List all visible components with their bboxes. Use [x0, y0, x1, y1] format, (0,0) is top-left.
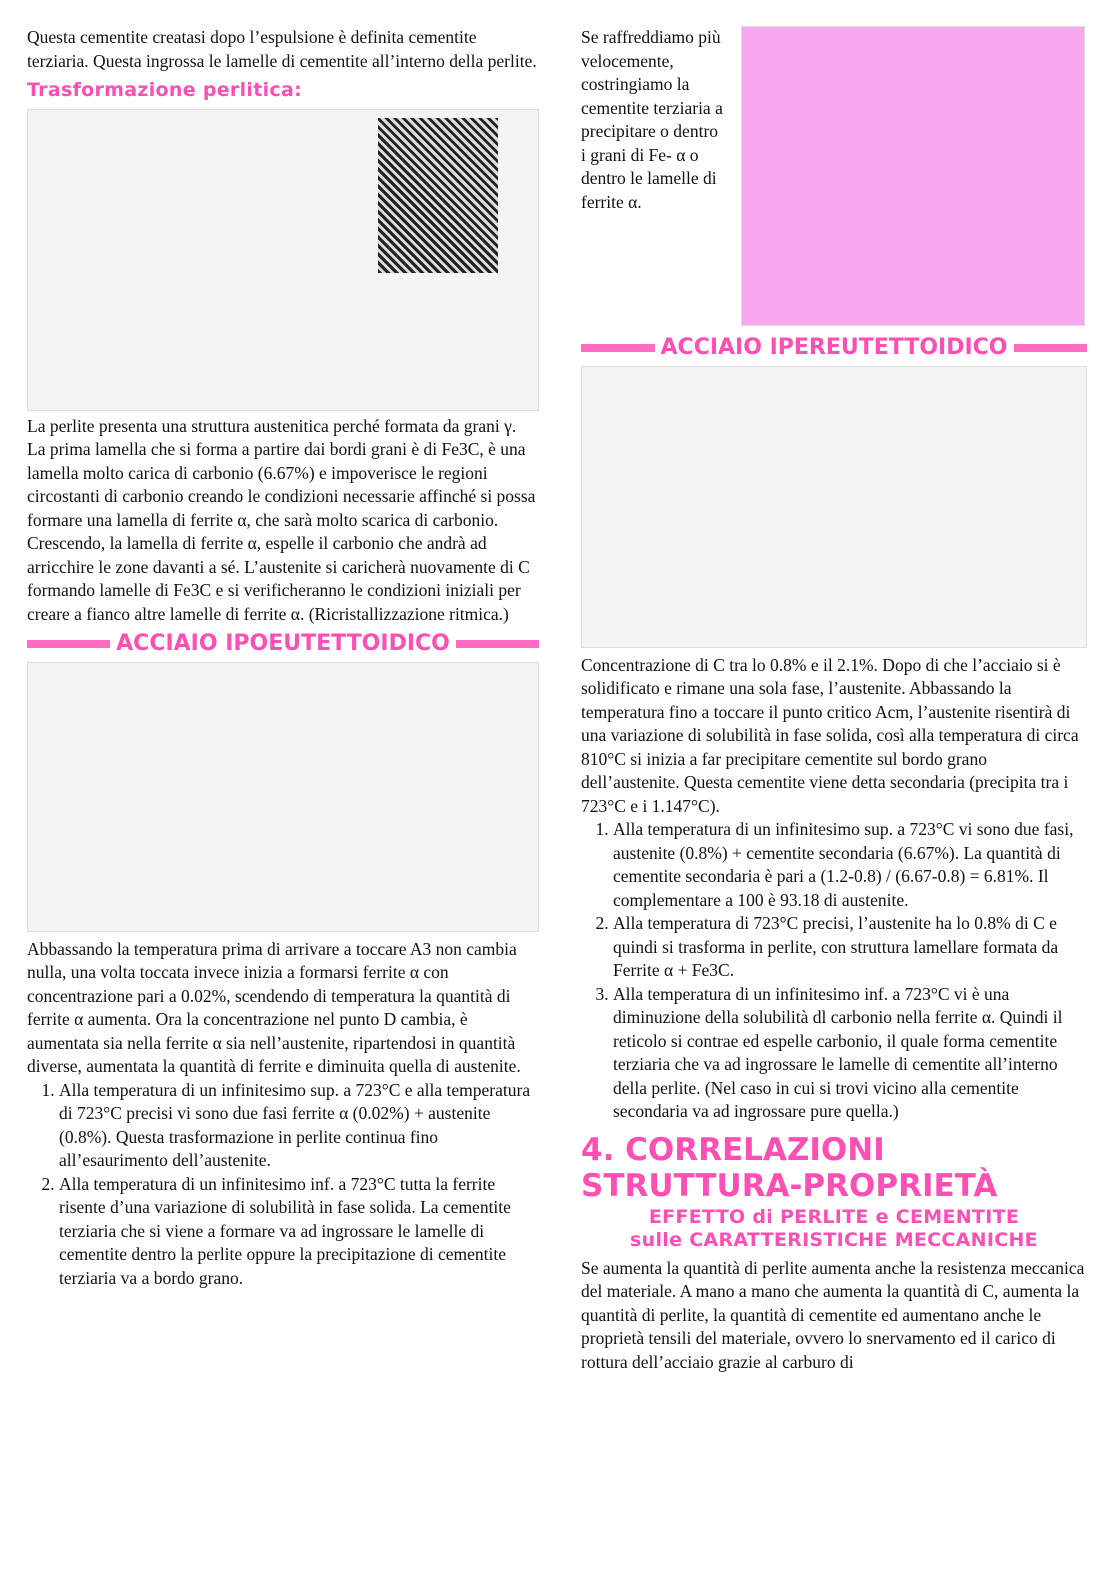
sub-title-1: EFFETTO di PERLITE e CEMENTITE [648, 1205, 1020, 1228]
perlite-micrograph [378, 118, 498, 273]
list-item: 3. Alla temperatura di un infinitesimo inf. a 723°C vi è una diminuzione della solubilità dl carbonio nella ferrite α. Quindi il reticolo si contrae ed espelle carbonio, il quale forma cementite terziaria che va ad ingrossare le lamelle di cementite all’interno della perlite. (Nel caso in cui si trovi vicino alla cementite secondaria va ad ingrossare pure quella.) [613, 983, 1087, 1124]
right-intro: Se raffreddiamo più velocemente, costringiamo la cementite terziaria a precipitare o dentro i grani di Fe- α o dentro le lamelle di ferrite α. [581, 27, 723, 212]
ipo-title: ACCIAIO IPOEUTETTOIDICO [116, 631, 450, 656]
ipo-paragraph: Abbassando la temperatura prima di arrivare a toccare A3 non cambia nulla, una volta toccata invece inizia a formarsi ferrite α con concentrazione pari a 0.02%, scendendo di temperatura la quantità di ferrite α aumenta. Ora la concentrazione nel punto D cambia, è aumentata sia nella ferrite α sia nell’austenite, ripartendosi in quantità diverse, aumentata la quantità di ferrite e diminuita quella di austenite. [27, 938, 521, 1076]
list-item: 1. Alla temperatura di un infinitesimo sup. a 723°C vi sono due fasi, austenite (0.8%) + cementite secondaria (6.67%). La quantità di cementite secondaria è pari a (1.2-0.8) / (6.67-0.8) = 6.81%. Il complementare a 100 è 93.18 di austenite. [613, 818, 1087, 912]
perlitica-title: Trasformazione perlitica: [27, 79, 302, 101]
intro-text: Questa cementite creatasi dopo l’espulsione è definita cementite terziaria. Questa ingrossa le lamelle di cementite all’interno della perlite. [27, 27, 537, 71]
ipo-diagram-figure [27, 662, 539, 932]
iper-diagram-figure [581, 366, 1087, 648]
sub-title-2: sulle CARATTERISTICHE MECCANICHE [630, 1229, 1038, 1251]
perlite-paragraph: La perlite presenta una struttura austenitica perché formata da grani γ. La prima lamella che si forma a partire dai bordi grani è di Fe3C, è una lamella molto carica di carbonio (6.67%) e impoverisce le regioni circostanti di carbonio creando le condizioni necessarie affinché si possa formare una lamella di ferrite α, che sarà molto scarica di carbonio. Crescendo, la lamella di ferrite α, espelle il carbonio che andrà ad arricchire le zone davanti a sé. L’austenite si caricherà nuovamente di C formando lamelle di Fe3C e si verificheranno le condizioni iniziali per creare a fianco altre lamelle di ferrite α. (Ricristallizzazione ritmica.) [27, 415, 536, 624]
list-item: 2. Alla temperatura di un infinitesimo inf. a 723°C tutta la ferrite risente d’una variazione di solubilità in fase solida. La cementite terziaria che si viene a formare va ad ingrossare le lamelle di cementite dentro la perlite oppure la precipitazione di cementite terziaria va a bordo grano. [59, 1173, 539, 1291]
phase-diagram-figure [741, 26, 1085, 326]
section-title: 4. CORRELAZIONI STRUTTURA-PROPRIETÀ [581, 1131, 998, 1204]
ipo-band [27, 632, 539, 656]
iper-paragraph: Concentrazione di C tra lo 0.8% e il 2.1%. Dopo di che l’acciaio si è solidificato e rimane una sola fase, l’austenite. Abbassando la temperatura fino a toccare il punto critico Acm, l’austenite risentirà di una variazione di solubilità in fase solida, così alla temperatura di circa 810°C si inizia a far precipitare cementite sul bordo grano dell’austenite. Questa cementite viene detta secondaria (precipita tra i 723°C e i 1.147°C). [581, 654, 1079, 816]
final-paragraph: Se aumenta la quantità di perlite aumenta anche la resistenza meccanica del materiale. A mano a mano che aumenta la quantità di C, aumenta la quantità di perlite, la quantità di cementite ed aumentano anche le proprietà tensili del materiale, ovvero lo snervamento ed il carico di rottura dell’acciaio grazie al carburo di [581, 1257, 1085, 1372]
right-column [581, 26, 1087, 1374]
list-item: 1. Alla temperatura di un infinitesimo sup. a 723°C e alla temperatura di 723°C precisi vi sono due fasi ferrite α (0.02%) + austenite (0.8%). Questa trasformazione in perlite continua fino all’esaurimento dell’austenite. [59, 1079, 539, 1173]
ipo-list [27, 1079, 539, 1291]
iper-band [581, 336, 1087, 360]
iper-title: ACCIAIO IPEREUTETTOIDICO [660, 335, 1008, 360]
list-item: 2. Alla temperatura di 723°C precisi, l’austenite ha lo 0.8% di C e quindi si trasforma in perlite, con struttura lamellare formata da Ferrite α + Fe3C. [613, 912, 1087, 983]
perlite-transformation-figure [27, 109, 539, 411]
left-column [27, 26, 539, 1290]
iper-list [581, 818, 1087, 1124]
